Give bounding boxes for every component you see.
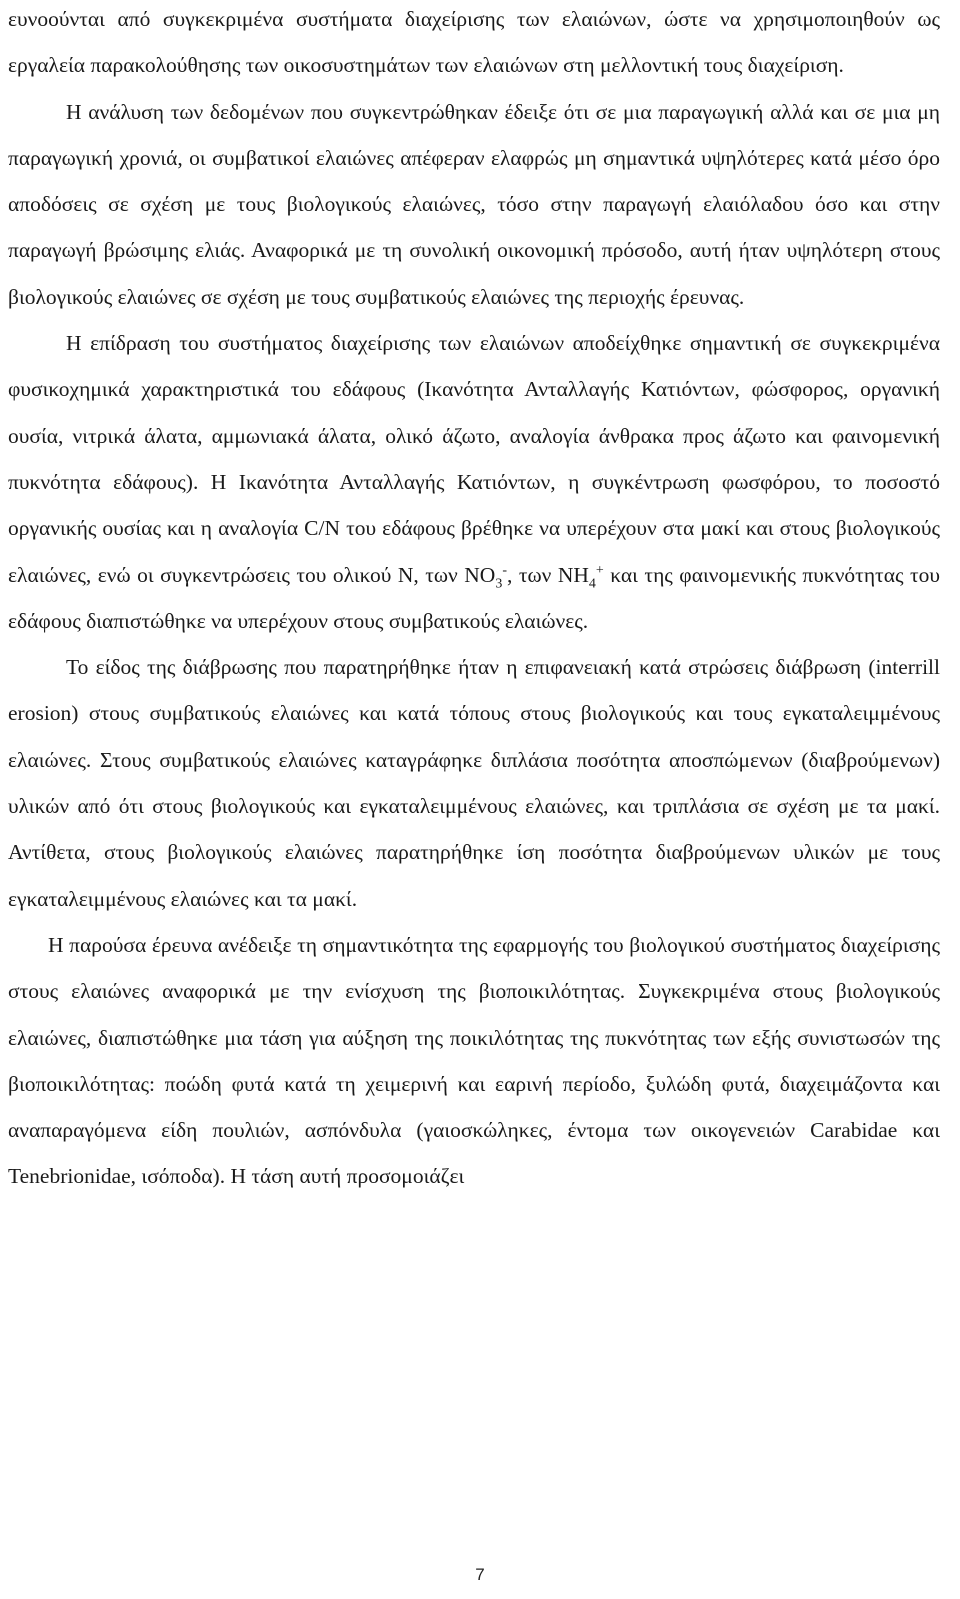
document-page [8, 0, 940, 1200]
paragraph-biodiversity: Η παρούσα έρευνα ανέδειξε τη σημαντικότητα της εφαρμογής του βιολογικού συστήματος διαχείρισης στους ελαιώνες αναφορικά με την ενίσχυση της βιοποικιλότητας. Συγκεκριμένα στους βιολογικούς ελαιώνες, διαπιστώθηκε μια τάση για αύξηση της ποικιλότητας της πυκνότητας των εξής συνιστωσών της βιοποικιλότητας: ποώδη φυτά κατά τη χειμερινή και εαρινή περίοδο, ξυλώδη φυτά, διαχειμάζοντα και αναπαραγόμενα είδη πουλιών, ασπόνδυλα (γαιοσκώληκες, έντομα των οικογενειών Carabidae και Tenebrionidae, ισόποδα). Η τάση αυτή προσομοιάζει [8, 932, 940, 1189]
nitrate-formula: $NO_3^-$ [464, 562, 507, 591]
paragraph-yield-analysis: Η ανάλυση των δεδομένων που συγκεντρώθηκαν έδειξε ότι σε μια παραγωγική αλλά και σε μια μη παραγωγική χρονιά, οι συμβατικοί ελαιώνες απέφεραν ελαφρώς μη σημαντικά υψηλότερες κατά μέσο όρο αποδόσεις σε σχέση με τους βιολογικούς ελαιώνες, τόσο στην παραγωγή ελαιόλαδου όσο και στην παραγωγή βρώσιμης ελιάς. Αναφορικά με τη συνολική οικονομική πρόσοδο, αυτή ήταν υψηλότερη στους βιολογικούς ελαιώνες σε σχέση με τους συμβατικούς ελαιώνες της περιοχής έρευνας. [8, 99, 940, 309]
paragraph-erosion: Το είδος της διάβρωσης που παρατηρήθηκε ήταν η επιφανειακή κατά στρώσεις διάβρωση (interrill erosion) στους συμβατικούς ελαιώνες και κατά τόπους στους βιολογικούς και τους εγκαταλειμμένους ελαιώνες. Στους συμβατικούς ελαιώνες καταγράφηκε διπλάσια ποσότητα αποσπώμενων (διαβρούμενων) υλικών από ότι στους βιολογικούς και εγκαταλειμμένους ελαιώνες, και τριπλάσια σε σχέση με τα μακί. Αντίθετα, στους βιολογικούς ελαιώνες παρατηρήθηκε ίση ποσότητα διαβρούμενων υλικών με τους εγκαταλειμμένους ελαιώνες και τα μακί. [8, 655, 940, 911]
ammonium-formula: $NH_4^+$ [557, 562, 604, 591]
paragraph-continuation: ευνοούνται από συγκεκριμένα συστήματα διαχείρισης των ελαιώνων, ώστε να χρησιμοποιηθούν ως εργαλεία παρακολούθησης των οικοσυστημάτων των ελαιώνων στη μελλοντική τους διαχείριση. [8, 7, 940, 78]
soil-text-part2: , των [506, 562, 558, 587]
paragraph-soil-properties [8, 320, 940, 644]
soil-text-part1: Η επίδραση του συστήματος διαχείρισης των ελαιώνων αποδείχθηκε σημαντική σε συγκεκριμένα φυσικοχημικά χαρακτηριστικά του εδάφους (Ικανότητα Ανταλλαγής Κατιόντων, φώσφορος, οργανική ουσία, νιτρικά άλατα, αμμωνιακά άλατα, ολικό άζωτο, αναλογία άνθρακα προς άζωτο και φαινομενική πυκνότητα εδάφους). Η Ικανότητα Ανταλλαγής Κατιόντων, η συγκέντρωση φωσφόρου, το ποσοστό οργανικής ουσίας και η αναλογία C/N του εδάφους βρέθηκε να υπερέχουν στα μακί και στους βιολογικούς ελαιώνες, ενώ οι συγκεντρώσεις του ολικού N, των [8, 331, 940, 587]
page-number: 7 [475, 1565, 485, 1584]
soil-text-part3: και της φαινομενικής πυκνότητας του εδάφους διαπιστώθηκε να υπερέχουν στους συμβατικούς ελαιώνες. [8, 562, 940, 633]
